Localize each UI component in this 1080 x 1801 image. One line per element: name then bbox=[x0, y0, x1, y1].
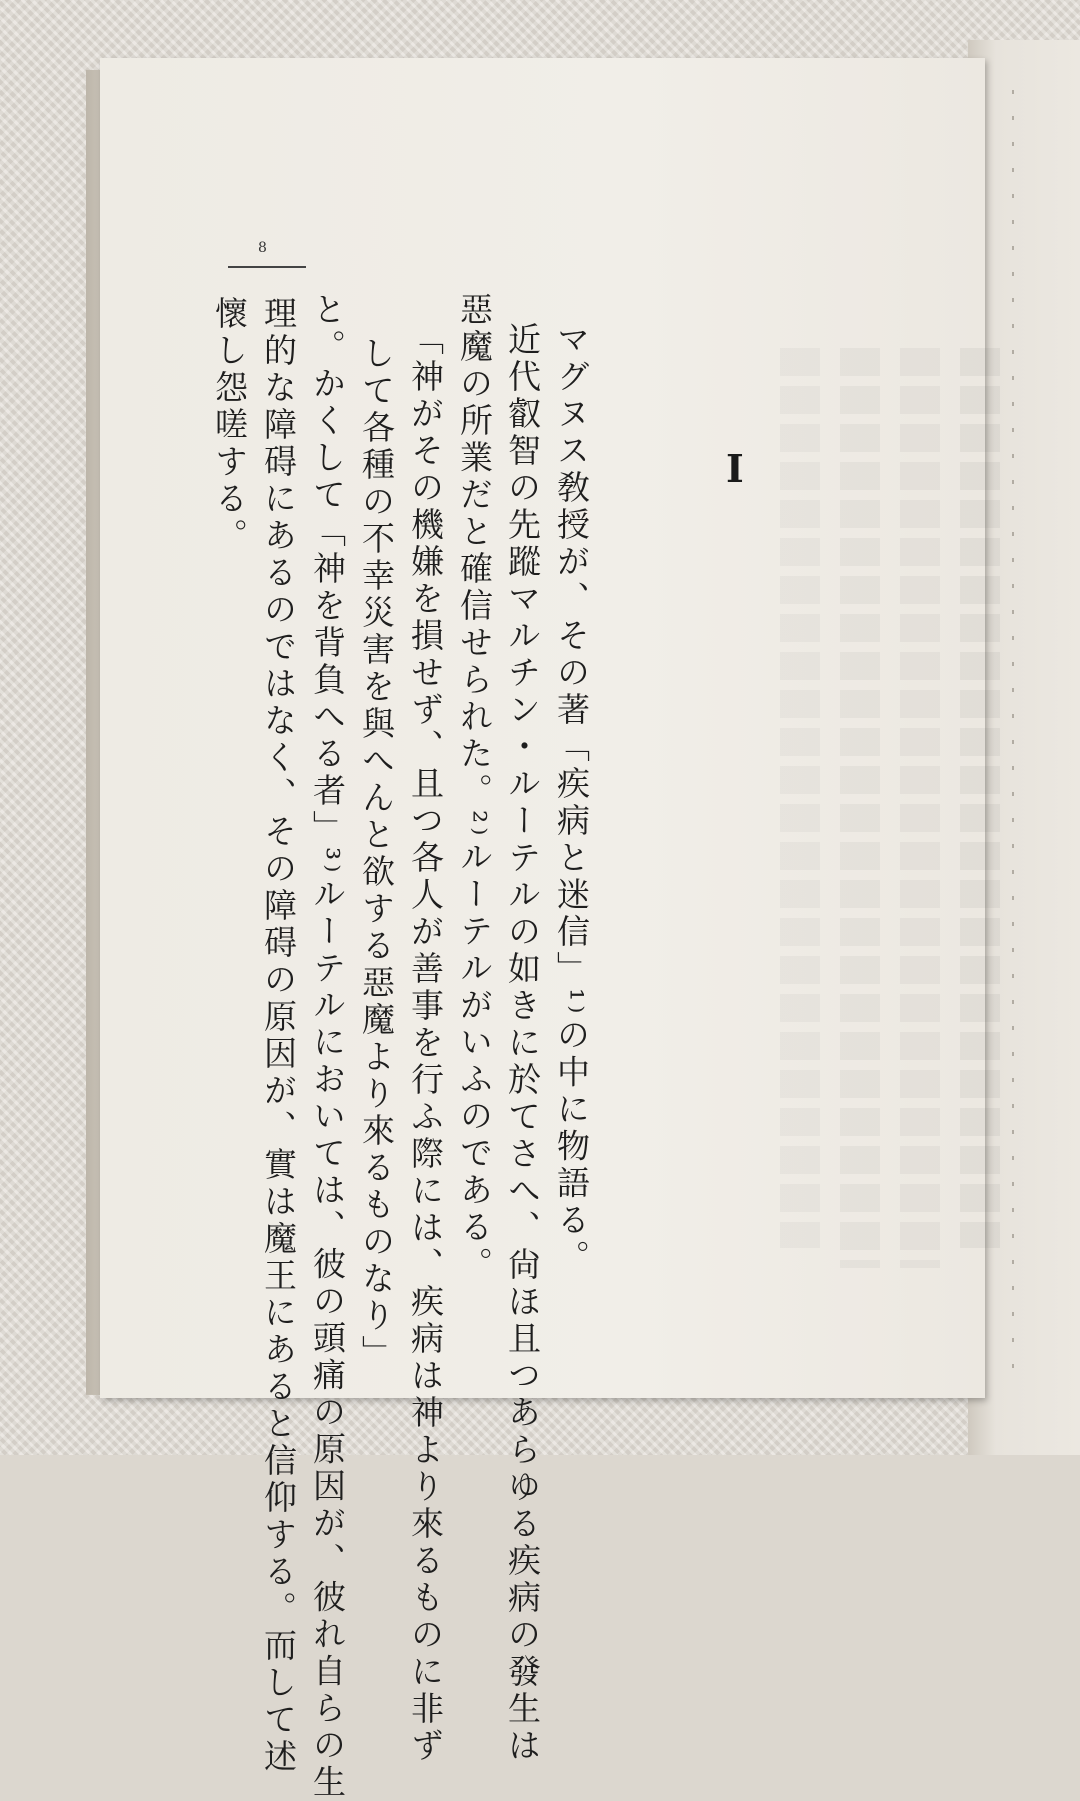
section-heading: I bbox=[726, 446, 744, 491]
text-line-8: 懷し怨嗟する。 bbox=[210, 296, 249, 555]
binding-stitch bbox=[1012, 90, 1014, 1390]
text-line-4: 「神がその機嫌を損せず、且つ各人が善事を行ふ際には、疾病は神より來るものに非ず bbox=[406, 322, 445, 1765]
text-line-6: と。かくして「神を背負へる者」³⁾ルーテルにおいては、彼の頭痛の原因が、彼れ自らの生 bbox=[308, 292, 347, 1801]
text-line-3: 惡魔の所業だと確信せられた。²⁾ルーテルがいふのである。 bbox=[455, 292, 494, 1284]
text-line-7: 理的な障碍にあるのではなく、その障碍の原因が、實は魔王にあると信仰する。而して述 bbox=[259, 296, 298, 1776]
book-page bbox=[100, 58, 985, 1398]
show-through-text bbox=[780, 348, 820, 1248]
text-line-2: 近代叡智の先蹤マルチン・ルーテルの如きに於てさへ、尙ほ且つあらゆる疾病の發生は bbox=[503, 322, 542, 1765]
show-through-text bbox=[840, 348, 880, 1268]
header-rule bbox=[228, 266, 306, 268]
page-number: 8 bbox=[258, 240, 267, 256]
text-line-5: して各種の不幸災害を與へんと欲する惡魔より來るものなり」 bbox=[357, 336, 396, 1372]
show-through-text bbox=[960, 348, 1000, 1248]
text-line-1: マグヌス敎授が、その著「疾病と迷信」¹⁾の中に物語る。 bbox=[552, 322, 591, 1277]
show-through-text bbox=[900, 348, 940, 1268]
